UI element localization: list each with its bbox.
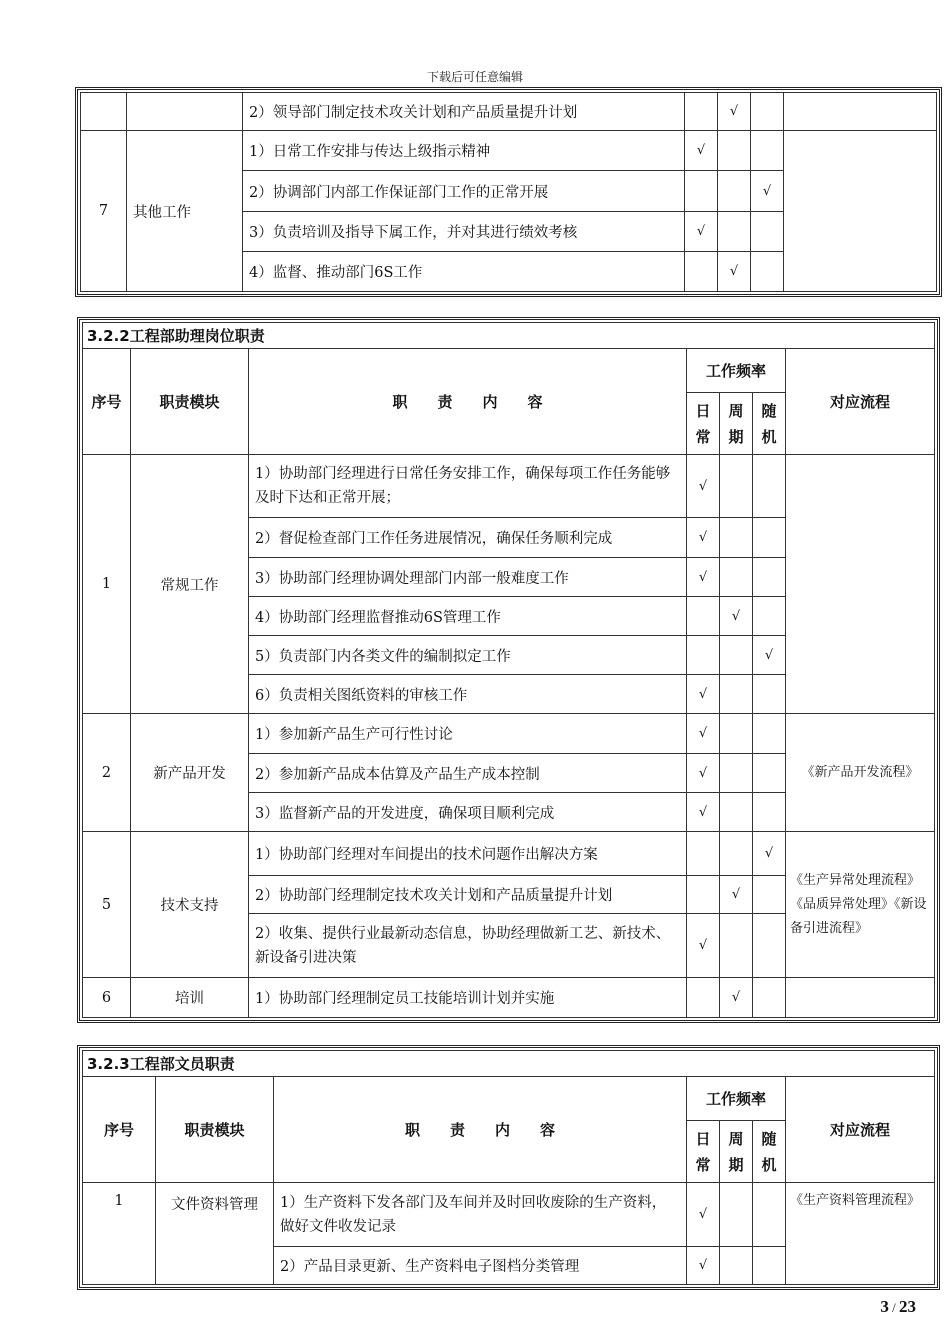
process-cell: [784, 93, 937, 131]
freq-daily-cell: √: [687, 914, 720, 978]
duty-content: 2）参加新产品成本估算及产品生产成本控制: [249, 754, 687, 793]
freq-weekly-cell: √: [720, 597, 753, 636]
group-module: 常规工作: [131, 455, 249, 714]
group-no: 1: [83, 455, 131, 714]
process-cell: [786, 455, 935, 714]
duty-content: 2）领导部门制定技术攻关计划和产品质量提升计划: [243, 93, 685, 131]
freq-daily-cell: √: [685, 131, 718, 171]
freq-random-cell: √: [753, 832, 786, 876]
freq-daily-cell: √: [687, 754, 720, 793]
freq-weekly-cell: √: [720, 978, 753, 1018]
freq-daily-cell: √: [687, 1247, 720, 1285]
freq-weekly-cell: √: [718, 93, 751, 131]
freq-weekly-cell: √: [718, 252, 751, 292]
header-module: 职责模块: [131, 349, 249, 455]
current-page: 3: [880, 1297, 889, 1316]
table-row: [83, 978, 935, 1018]
assistant-duties-table: [82, 322, 935, 1018]
duty-content: 5）负责部门内各类文件的编制拟定工作: [249, 636, 687, 675]
header-content: 职 责 内 容: [249, 349, 687, 455]
table-row: [83, 714, 935, 754]
header-row: [83, 1077, 935, 1121]
duty-content: 3）负责培训及指导下属工作，并对其进行绩效考核: [243, 212, 685, 252]
duty-content: 1）日常工作安排与传达上级指示精神: [243, 131, 685, 171]
duty-content: 3）监督新产品的开发进度，确保项目顺利完成: [249, 793, 687, 832]
header-row: [83, 349, 935, 393]
section-title: 3.2.2工程部助理岗位职责: [83, 323, 935, 349]
process-cell: [786, 978, 935, 1018]
header-random: 随机: [753, 393, 786, 455]
freq-random-cell: √: [753, 636, 786, 675]
section-title: 3.2.3工程部文员职责: [83, 1051, 935, 1077]
header-frequency: 工作频率: [687, 349, 786, 393]
table-title-row: [83, 1051, 935, 1077]
freq-daily-cell: √: [687, 793, 720, 832]
duty-content: 2）协助部门经理制定技术攻关计划和产品质量提升计划: [249, 876, 687, 914]
header-weekly: 周期: [720, 393, 753, 455]
group-no: 1: [83, 1183, 156, 1285]
freq-daily-cell: √: [687, 675, 720, 714]
header-module: 职责模块: [156, 1077, 274, 1183]
duty-content: 2）产品目录更新、生产资料电子图档分类管理: [274, 1247, 687, 1285]
group-no: 7: [81, 131, 127, 292]
duty-content: 1）生产资料下发各部门及车间并及时回收废除的生产资料，做好文件收发记录: [274, 1183, 687, 1247]
group-module: 文件资料管理: [156, 1183, 274, 1285]
duty-content: 4）协助部门经理监督推动6S管理工作: [249, 597, 687, 636]
module-cell: [127, 93, 243, 131]
header-content: 职 责 内 容: [274, 1077, 687, 1183]
duty-content: 1）协助部门经理制定员工技能培训计划并实施: [249, 978, 687, 1018]
duty-content: 3）协助部门经理协调处理部门内部一般难度工作: [249, 558, 687, 597]
duty-content: 1）协助部门经理对车间提出的技术问题作出解决方案: [249, 832, 687, 876]
header-frequency: 工作频率: [687, 1077, 786, 1121]
freq-daily-cell: √: [685, 212, 718, 252]
header-weekly: 周期: [720, 1121, 753, 1183]
freq-daily-cell: √: [687, 455, 720, 518]
table-row: [81, 131, 937, 171]
header-daily: 日常: [687, 1121, 720, 1183]
header-process: 对应流程: [786, 1077, 935, 1183]
process-cell: 《新产品开发流程》: [786, 714, 935, 832]
clerk-duties-table: [82, 1050, 935, 1285]
freq-daily-cell: √: [687, 558, 720, 597]
freq-weekly-cell: √: [720, 876, 753, 914]
duty-content: 2）协调部门内部工作保证部门工作的正常开展: [243, 171, 685, 212]
freq-daily-cell: √: [687, 1183, 720, 1247]
total-pages: 23: [899, 1297, 916, 1316]
header-process: 对应流程: [786, 349, 935, 455]
header-no: 序号: [83, 1077, 156, 1183]
duty-content: 2）收集、提供行业最新动态信息，协助经理做新工艺、新技术、新设备引进决策: [249, 914, 687, 978]
header-note: 下载后可任意编辑: [426, 70, 523, 84]
freq-daily-cell: [685, 93, 718, 131]
freq-daily-cell: √: [687, 518, 720, 558]
group-module: 新产品开发: [131, 714, 249, 832]
freq-random-cell: √: [751, 171, 784, 212]
table-row: [83, 1183, 935, 1247]
header-no: 序号: [83, 349, 131, 455]
group-no: 6: [83, 978, 131, 1018]
group-module: 技术支持: [131, 832, 249, 978]
header-daily: 日常: [687, 393, 720, 455]
no-cell: [81, 93, 127, 131]
duty-content: 1）参加新产品生产可行性讨论: [249, 714, 687, 754]
process-cell: 《生产资料管理流程》: [786, 1183, 935, 1285]
header-random: 随机: [753, 1121, 786, 1183]
group-module: 其他工作: [127, 131, 243, 292]
group-no: 5: [83, 832, 131, 978]
duty-content: 6）负责相关图纸资料的审核工作: [249, 675, 687, 714]
duty-content: 2）督促检查部门工作任务进展情况，确保任务顺利完成: [249, 518, 687, 558]
duty-content: 4）监督、推动部门6S工作: [243, 252, 685, 292]
freq-daily-cell: √: [687, 714, 720, 754]
table-row: [81, 93, 937, 131]
table-row: [83, 455, 935, 518]
freq-random-cell: [751, 93, 784, 131]
table-row: [83, 832, 935, 876]
group-no: 2: [83, 714, 131, 832]
process-cell: 《生产异常处理流程》《品质异常处理》《新设备引进流程》: [786, 832, 935, 978]
process-cell: [784, 131, 937, 292]
group-module: 培训: [131, 978, 249, 1018]
duty-content: 1）协助部门经理进行日常任务安排工作，确保每项工作任务能够及时下达和正常开展；: [249, 455, 687, 518]
table-title-row: [83, 323, 935, 349]
page-number: 3 / 23: [880, 1297, 916, 1316]
duties-table-continued: [80, 92, 937, 292]
